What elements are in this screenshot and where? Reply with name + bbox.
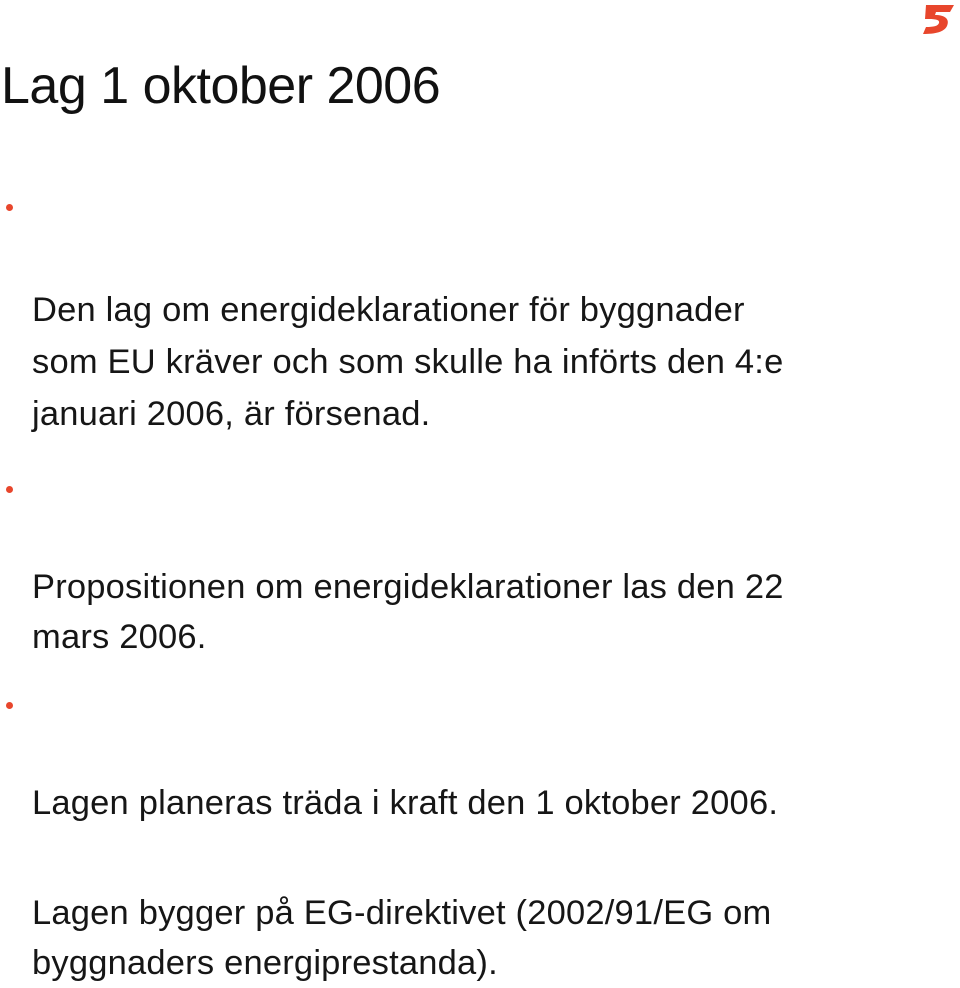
bullet-marker-icon — [6, 702, 13, 709]
bullet-item-directive — [0, 838, 960, 988]
bullet-text: Propositionen om energideklarationer las den 22 mars 2006. — [32, 568, 784, 656]
bullet-text: Lagen bygger på EG-direktivet (2002/91/EG om byggnaders energiprestanda). — [32, 894, 772, 982]
bullet-item-proposition — [0, 462, 960, 662]
bullet-item-delay — [0, 180, 960, 440]
bullet-list — [0, 180, 960, 988]
red-s-logo-icon — [916, 2, 956, 36]
bullet-marker-icon — [6, 204, 13, 211]
slide-title: Lag 1 oktober 2006 — [1, 57, 441, 115]
bullet-item-effective-date — [0, 678, 960, 828]
bullet-marker-icon — [6, 486, 13, 493]
bullet-text: Den lag om energideklarationer för byggnader som EU kräver och som skulle ha införts den 4:e januari 2006, är försenad. — [32, 291, 784, 433]
bullet-text: Lagen planeras träda i kraft den 1 oktober 2006. — [32, 784, 779, 822]
